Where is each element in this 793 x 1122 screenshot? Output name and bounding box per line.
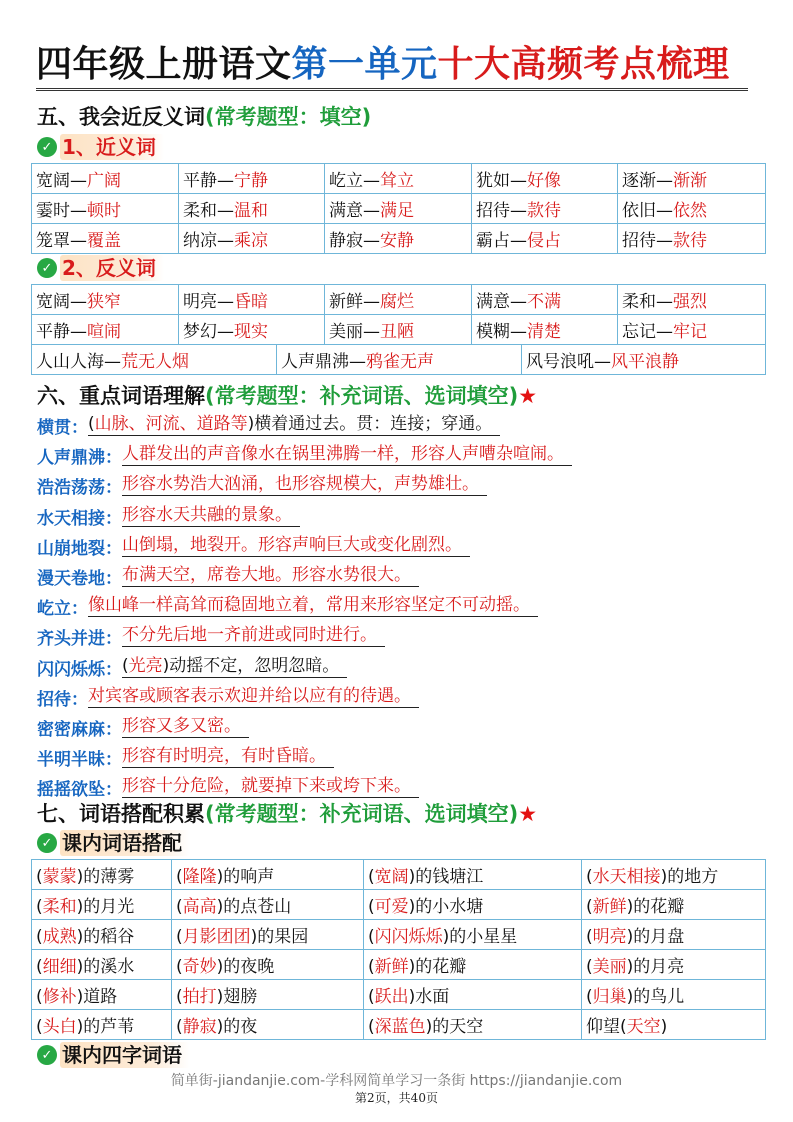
collocation-post: )的点苍山 bbox=[216, 897, 292, 917]
section5-tag: (常考题型：填空) bbox=[205, 105, 372, 129]
section7-heading bbox=[37, 798, 537, 828]
antonyms-label: 2、反义词 bbox=[60, 255, 164, 281]
definition-body bbox=[122, 715, 249, 738]
collocation-post: )的鸟儿 bbox=[626, 987, 685, 1007]
collocation-post: )的月盘 bbox=[626, 927, 685, 947]
collocation-pre: ( bbox=[36, 957, 43, 977]
collocation-cell bbox=[172, 860, 364, 890]
definition-item bbox=[37, 621, 757, 651]
word: 满意— bbox=[329, 201, 380, 221]
collocation-pre: ( bbox=[586, 867, 593, 887]
answer-word: 宽阔 bbox=[374, 867, 409, 887]
answer-word: 覆盖 bbox=[87, 231, 121, 251]
answer-word: 美丽 bbox=[592, 957, 627, 977]
title-part1: 四年级上册语文 bbox=[36, 44, 292, 85]
collocation-cell bbox=[364, 1010, 582, 1040]
collocation-row bbox=[32, 980, 766, 1010]
collocation-pre: ( bbox=[586, 927, 593, 947]
answer-word: 腐烂 bbox=[380, 292, 414, 312]
collocation-cell bbox=[582, 950, 766, 980]
four-char-label: 课内四字词语 bbox=[60, 1042, 190, 1068]
definition-pre: ( bbox=[122, 655, 129, 676]
definition-term: 屹立： bbox=[37, 599, 88, 620]
word: 宽阔— bbox=[36, 171, 87, 191]
answer-word: 乘凉 bbox=[234, 231, 268, 251]
answer-word: 头白 bbox=[42, 1017, 77, 1037]
collocation-pre: ( bbox=[368, 897, 375, 917]
answer-word: 鸦雀无声 bbox=[366, 352, 434, 372]
check-icon: ✓ bbox=[37, 1045, 57, 1065]
word-cell bbox=[472, 164, 618, 194]
collocation-cell bbox=[32, 1010, 172, 1040]
antonyms-long-table bbox=[31, 344, 766, 375]
word: 霸占— bbox=[476, 231, 527, 251]
collocation-post: )的花瓣 bbox=[626, 897, 685, 917]
collocation-cell bbox=[364, 980, 582, 1010]
word: 静寂— bbox=[329, 231, 380, 251]
word-cell bbox=[325, 194, 472, 224]
answer-word: 深蓝色 bbox=[374, 1017, 426, 1037]
word: 模糊— bbox=[476, 322, 527, 342]
definition-item bbox=[37, 591, 757, 621]
collocation-cell bbox=[32, 860, 172, 890]
definition-item bbox=[37, 440, 757, 470]
answer-word: 明亮 bbox=[592, 927, 627, 947]
answer-word: 跃出 bbox=[374, 987, 409, 1007]
collocation-pre: ( bbox=[176, 1017, 183, 1037]
collocation-pre: ( bbox=[368, 1017, 375, 1037]
word-cell bbox=[32, 194, 179, 224]
definition-answer: 形容水势浩大汹涌，也形容规模大，声势雄壮。 bbox=[122, 474, 479, 495]
word-cell bbox=[179, 194, 325, 224]
word: 新鲜— bbox=[329, 292, 380, 312]
definition-answer: 山倒塌，地裂开。形容声响巨大或变化剧烈。 bbox=[122, 534, 462, 555]
collocation-pre: ( bbox=[176, 927, 183, 947]
word: 逐渐— bbox=[622, 171, 673, 191]
collocation-cell bbox=[364, 890, 582, 920]
word-cell bbox=[325, 285, 472, 315]
collocation-post: )的花瓣 bbox=[408, 957, 467, 977]
answer-word: 广阔 bbox=[87, 171, 121, 191]
answer-word: 丑陋 bbox=[380, 322, 414, 342]
word: 人山人海— bbox=[36, 352, 121, 372]
collocation-row bbox=[32, 890, 766, 920]
word: 柔和— bbox=[622, 292, 673, 312]
section5-title: 五、我会近反义词 bbox=[37, 105, 205, 129]
definition-body bbox=[122, 534, 470, 557]
word: 平静— bbox=[183, 171, 234, 191]
collocation-post: )的小星星 bbox=[442, 927, 518, 947]
answer-word: 满足 bbox=[380, 201, 414, 221]
section5-sub1 bbox=[37, 134, 164, 160]
definition-item bbox=[37, 501, 757, 531]
word-cell bbox=[472, 285, 618, 315]
definition-term: 人声鼎沸： bbox=[37, 448, 122, 469]
antonym-row bbox=[32, 315, 766, 345]
page-title-wrap bbox=[36, 40, 756, 92]
synonyms-table bbox=[31, 163, 766, 254]
word: 平静— bbox=[36, 322, 87, 342]
word: 明亮— bbox=[183, 292, 234, 312]
definition-answer: 形容有时明亮，有时昏暗。 bbox=[122, 746, 326, 767]
section6-heading bbox=[37, 380, 537, 410]
definition-body bbox=[122, 504, 300, 527]
word-cell bbox=[618, 224, 766, 254]
collocation-cell bbox=[172, 920, 364, 950]
answer-word: 新鲜 bbox=[374, 957, 409, 977]
collocation-post: )的响声 bbox=[216, 867, 275, 887]
antonym-row bbox=[32, 285, 766, 315]
answer-word: 天空 bbox=[626, 1017, 661, 1037]
word: 满意— bbox=[476, 292, 527, 312]
word-cell bbox=[32, 345, 277, 375]
answer-word: 高高 bbox=[182, 897, 217, 917]
definition-answer: 像山峰一样高耸而稳固地立着，常用来形容坚定不可动摇。 bbox=[88, 595, 530, 616]
section7-sub1 bbox=[37, 830, 190, 856]
word-cell bbox=[618, 164, 766, 194]
definition-body bbox=[122, 443, 572, 466]
answer-word: 闪闪烁烁 bbox=[374, 927, 443, 947]
collocation-post: ) bbox=[660, 1017, 668, 1037]
answer-word: 修补 bbox=[42, 987, 77, 1007]
collocation-pre: ( bbox=[176, 867, 183, 887]
synonym-row bbox=[32, 194, 766, 224]
definition-term: 摇摇欲坠： bbox=[37, 780, 122, 801]
definition-term: 闪闪烁烁： bbox=[37, 659, 122, 680]
definition-term: 密密麻麻： bbox=[37, 719, 122, 740]
collocation-pre: ( bbox=[176, 987, 183, 1007]
title-part3: 十大高频考点梳理 bbox=[437, 44, 730, 85]
antonym-row bbox=[32, 345, 766, 375]
word-cell bbox=[472, 315, 618, 345]
word-cell bbox=[618, 285, 766, 315]
star-icon: ★ bbox=[518, 802, 538, 826]
collocation-pre: ( bbox=[368, 987, 375, 1007]
word: 屹立— bbox=[329, 171, 380, 191]
word: 笼罩— bbox=[36, 231, 87, 251]
answer-word: 柔和 bbox=[42, 897, 77, 917]
answer-word: 顿时 bbox=[87, 201, 121, 221]
collocation-row bbox=[32, 950, 766, 980]
collocation-cell bbox=[364, 920, 582, 950]
answer-word: 喧闹 bbox=[87, 322, 121, 342]
collocation-cell bbox=[364, 860, 582, 890]
collocation-cell bbox=[32, 920, 172, 950]
word: 纳凉— bbox=[183, 231, 234, 251]
synonym-row bbox=[32, 224, 766, 254]
collocation-post: )水面 bbox=[408, 987, 450, 1007]
collocation-post: )的夜 bbox=[216, 1017, 258, 1037]
collocation-row bbox=[32, 860, 766, 890]
word-cell bbox=[179, 285, 325, 315]
answer-word: 蒙蒙 bbox=[42, 867, 77, 887]
collocations-label: 课内词语搭配 bbox=[60, 830, 190, 856]
answer-word: 温和 bbox=[234, 201, 268, 221]
definition-item bbox=[37, 531, 757, 561]
collocation-pre: ( bbox=[368, 867, 375, 887]
collocation-post: )的钱塘江 bbox=[408, 867, 484, 887]
answer-word: 款待 bbox=[527, 201, 561, 221]
answer-word: 细细 bbox=[42, 957, 77, 977]
word: 霎时— bbox=[36, 201, 87, 221]
word-cell bbox=[472, 224, 618, 254]
definition-body bbox=[122, 564, 419, 587]
section6-title: 六、重点词语理解 bbox=[37, 384, 205, 408]
answer-word: 渐渐 bbox=[673, 171, 707, 191]
definition-term: 漫天卷地： bbox=[37, 568, 122, 589]
section7-tag: (常考题型：补充词语、选词填空) bbox=[205, 802, 519, 826]
collocation-post: )的薄雾 bbox=[76, 867, 135, 887]
collocation-pre: ( bbox=[586, 987, 593, 1007]
synonym-row bbox=[32, 164, 766, 194]
collocation-cell bbox=[582, 860, 766, 890]
definition-post: )横着通过去。贯：连接；穿通。 bbox=[247, 414, 493, 434]
word: 招待— bbox=[476, 201, 527, 221]
collocation-post: )的芦苇 bbox=[76, 1017, 135, 1037]
check-icon: ✓ bbox=[37, 258, 57, 278]
collocation-pre: ( bbox=[586, 897, 593, 917]
definition-answer: 对宾客或顾客表示欢迎并给以应有的待遇。 bbox=[88, 685, 411, 706]
answer-word: 风平浪静 bbox=[611, 352, 679, 372]
collocation-post: )的夜晚 bbox=[216, 957, 275, 977]
check-icon: ✓ bbox=[37, 137, 57, 157]
answer-word: 成熟 bbox=[42, 927, 77, 947]
answer-word: 款待 bbox=[673, 231, 707, 251]
definition-item bbox=[37, 682, 757, 712]
page-title bbox=[36, 40, 756, 90]
collocation-cell bbox=[364, 950, 582, 980]
answer-word: 安静 bbox=[380, 231, 414, 251]
word: 美丽— bbox=[329, 322, 380, 342]
collocation-cell bbox=[172, 1010, 364, 1040]
collocation-cell bbox=[172, 890, 364, 920]
answer-word: 依然 bbox=[673, 201, 707, 221]
definition-item bbox=[37, 652, 757, 682]
definition-body bbox=[122, 624, 385, 647]
collocation-cell bbox=[32, 950, 172, 980]
definition-term: 浩浩荡荡： bbox=[37, 478, 122, 499]
definition-answer: 形容水天共融的景象。 bbox=[122, 504, 292, 525]
definition-body bbox=[122, 473, 487, 496]
answer-word: 牢记 bbox=[673, 322, 707, 342]
collocations-table bbox=[31, 859, 766, 1040]
definition-answer: 布满天空，席卷大地。形容水势很大。 bbox=[122, 564, 411, 585]
word-cell bbox=[325, 315, 472, 345]
definition-term: 山崩地裂： bbox=[37, 538, 122, 559]
definition-post: )动摇不定，忽明忽暗。 bbox=[162, 655, 340, 676]
definition-term: 齐头并进： bbox=[37, 629, 122, 650]
section7-sub2 bbox=[37, 1042, 190, 1068]
word-cell bbox=[325, 164, 472, 194]
collocation-post: )的月亮 bbox=[626, 957, 685, 977]
collocation-post: )的地方 bbox=[660, 867, 719, 887]
collocation-cell bbox=[582, 920, 766, 950]
answer-word: 清楚 bbox=[527, 322, 561, 342]
collocation-cell bbox=[582, 1010, 766, 1040]
check-icon: ✓ bbox=[37, 833, 57, 853]
definition-answer: 山脉、河流、道路等 bbox=[94, 414, 248, 434]
section5-sub2 bbox=[37, 255, 164, 281]
word-cell bbox=[618, 194, 766, 224]
definition-item bbox=[37, 712, 757, 742]
definition-pre: ( bbox=[88, 414, 95, 434]
definition-item bbox=[37, 742, 757, 772]
answer-word: 宁静 bbox=[234, 171, 268, 191]
collocation-post: )的月光 bbox=[76, 897, 135, 917]
collocation-post: )翅膀 bbox=[216, 987, 258, 1007]
collocation-pre: ( bbox=[36, 927, 43, 947]
word-cell bbox=[32, 224, 179, 254]
definition-body bbox=[122, 655, 347, 678]
collocation-cell bbox=[582, 890, 766, 920]
definition-list bbox=[37, 410, 757, 802]
collocation-row bbox=[32, 1010, 766, 1040]
section5-heading bbox=[37, 101, 371, 131]
definition-term: 招待： bbox=[37, 689, 88, 710]
synonyms-label: 1、近义词 bbox=[60, 134, 164, 160]
definition-answer: 形容又多又密。 bbox=[122, 715, 241, 736]
word-cell bbox=[32, 285, 179, 315]
answer-word: 静寂 bbox=[182, 1017, 217, 1037]
definition-term: 半明半昧： bbox=[37, 750, 122, 771]
star-icon: ★ bbox=[518, 384, 538, 408]
title-divider bbox=[36, 88, 748, 91]
answer-word: 归巢 bbox=[592, 987, 627, 1007]
collocation-pre: ( bbox=[36, 1017, 43, 1037]
definition-answer: 人群发出的声音像水在锅里沸腾一样，形容人声嘈杂喧闹。 bbox=[122, 444, 564, 465]
footer-watermark: 简单街-jiandanjie.com-学科网简单学习一条街 https://jiandanjie.com bbox=[170, 1073, 623, 1089]
word: 招待— bbox=[622, 231, 673, 251]
word-cell bbox=[32, 164, 179, 194]
collocation-post: )的溪水 bbox=[76, 957, 135, 977]
collocation-post: )道路 bbox=[76, 987, 118, 1007]
answer-word: 好像 bbox=[527, 171, 561, 191]
word-cell bbox=[32, 315, 179, 345]
collocation-cell bbox=[32, 980, 172, 1010]
definition-item bbox=[37, 470, 757, 500]
answer-word: 隆隆 bbox=[182, 867, 217, 887]
answer-word: 水天相接 bbox=[592, 867, 661, 887]
word: 人声鼎沸— bbox=[281, 352, 366, 372]
definition-body bbox=[88, 685, 419, 708]
word-cell bbox=[522, 345, 766, 375]
definition-answer: 光亮 bbox=[128, 655, 163, 676]
answer-word: 昏暗 bbox=[234, 292, 268, 312]
collocation-pre: ( bbox=[36, 867, 43, 887]
collocation-pre: ( bbox=[176, 957, 183, 977]
word-cell bbox=[277, 345, 522, 375]
word-cell bbox=[179, 224, 325, 254]
word: 犹如— bbox=[476, 171, 527, 191]
collocation-post: )的小水塘 bbox=[408, 897, 484, 917]
answer-word: 拍打 bbox=[182, 987, 217, 1007]
answer-word: 不满 bbox=[527, 292, 561, 312]
word: 柔和— bbox=[183, 201, 234, 221]
collocation-post: )的果园 bbox=[250, 927, 309, 947]
definition-answer: 形容十分危险，就要掉下来或垮下来。 bbox=[122, 776, 411, 797]
definition-item bbox=[37, 410, 757, 440]
definition-body bbox=[88, 413, 500, 436]
collocation-pre: ( bbox=[36, 987, 43, 1007]
word-cell bbox=[472, 194, 618, 224]
section7-title: 七、词语搭配积累 bbox=[37, 802, 205, 826]
collocation-pre: ( bbox=[586, 957, 593, 977]
word-cell bbox=[179, 315, 325, 345]
answer-word: 奇妙 bbox=[182, 957, 217, 977]
collocation-row bbox=[32, 920, 766, 950]
answer-word: 现实 bbox=[234, 322, 268, 342]
answer-word: 狭窄 bbox=[87, 292, 121, 312]
collocation-cell bbox=[172, 950, 364, 980]
answer-word: 荒无人烟 bbox=[121, 352, 189, 372]
definition-body bbox=[88, 594, 538, 617]
collocation-cell bbox=[582, 980, 766, 1010]
definition-body bbox=[122, 775, 419, 798]
definition-answer: 不分先后地一齐前进或同时进行。 bbox=[122, 625, 377, 646]
page-number: 第2页，共40页 bbox=[355, 1091, 438, 1105]
answer-word: 可爱 bbox=[374, 897, 409, 917]
collocation-pre: 仰望( bbox=[586, 1017, 627, 1037]
definition-body bbox=[122, 745, 334, 768]
answer-word: 耸立 bbox=[380, 171, 414, 191]
answer-word: 新鲜 bbox=[592, 897, 627, 917]
collocation-cell bbox=[172, 980, 364, 1010]
collocation-post: )的稻谷 bbox=[76, 927, 135, 947]
definition-term: 横贯： bbox=[37, 418, 88, 438]
word: 风号浪吼— bbox=[526, 352, 611, 372]
collocation-pre: ( bbox=[368, 927, 375, 947]
word: 依旧— bbox=[622, 201, 673, 221]
answer-word: 侵占 bbox=[527, 231, 561, 251]
definition-term: 水天相接： bbox=[37, 508, 122, 529]
word-cell bbox=[325, 224, 472, 254]
section6-tag: (常考题型：补充词语、选词填空) bbox=[205, 384, 519, 408]
collocation-pre: ( bbox=[176, 897, 183, 917]
definition-item bbox=[37, 561, 757, 591]
antonyms-table bbox=[31, 284, 766, 345]
title-part2: 第一单元 bbox=[291, 44, 438, 85]
collocation-pre: ( bbox=[368, 957, 375, 977]
word-cell bbox=[179, 164, 325, 194]
answer-word: 月影团团 bbox=[182, 927, 251, 947]
word: 忘记— bbox=[622, 322, 673, 342]
word: 梦幻— bbox=[183, 322, 234, 342]
collocation-pre: ( bbox=[36, 897, 43, 917]
word: 宽阔— bbox=[36, 292, 87, 312]
word-cell bbox=[618, 315, 766, 345]
collocation-post: )的天空 bbox=[425, 1017, 484, 1037]
answer-word: 强烈 bbox=[673, 292, 707, 312]
collocation-cell bbox=[32, 890, 172, 920]
